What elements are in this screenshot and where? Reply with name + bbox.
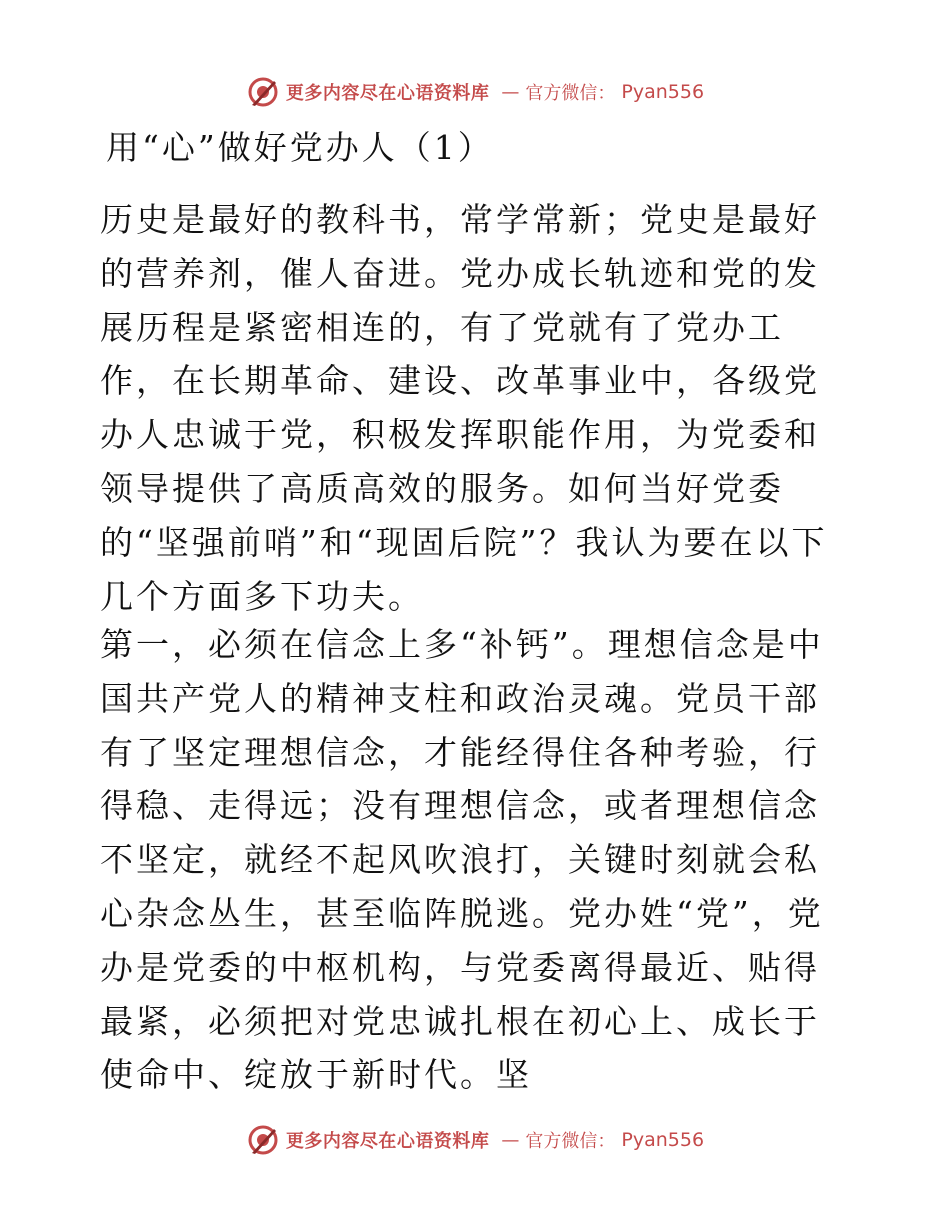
watermark-separator: — xyxy=(501,1129,520,1151)
quill-logo-icon xyxy=(246,1123,280,1157)
document-title: 用“心”做好党办人（1） xyxy=(106,128,494,167)
watermark-site-text: 更多内容尽在心语资料库 xyxy=(285,1131,490,1152)
watermark-wechat-label: 官方微信： xyxy=(525,1131,616,1152)
watermark-header xyxy=(0,72,950,112)
watermark-wechat-id: Pyan556 xyxy=(621,1129,705,1151)
watermark-footer xyxy=(0,1120,950,1160)
watermark-separator: — xyxy=(501,81,520,103)
watermark-wechat-label: 官方微信： xyxy=(525,83,616,104)
watermark-wechat-id: Pyan556 xyxy=(621,81,705,103)
document-paragraph-2: 第一，必须在信念上多“补钙”。理想信念是中国共产党人的精神支柱和政治灵魂。党员干部有了坚定理想信念，才能经得住各种考验，行得稳、走得远；没有理想信念，或者理想信念不坚定，就经不起风吹浪打，关键时刻就会私心杂念丛生，甚至临阵脱逃。党办姓“党”，党办是党委的中枢机构，与党委离得最近、贴得最紧，必须把对党忠诚扎根在初心上、成长于使命中、绽放于新时代。坚 xyxy=(100,625,824,1095)
watermark-site-text: 更多内容尽在心语资料库 xyxy=(285,83,490,104)
document-paragraph-1: 历史是最好的教科书，常学常新；党史是最好的营养剂，催人奋进。党办成长轨迹和党的发展历程是紧密相连的，有了党就有了党办工作，在长期革命、建设、改革事业中，各级党办人忠诚于党，积极发挥职能作用，为党委和领导提供了高质高效的服务。如何当好党委的“坚强前哨”和“现固后院”？我认为要在以下几个方面多下功夫。 xyxy=(100,200,828,616)
quill-logo-icon xyxy=(246,75,280,109)
